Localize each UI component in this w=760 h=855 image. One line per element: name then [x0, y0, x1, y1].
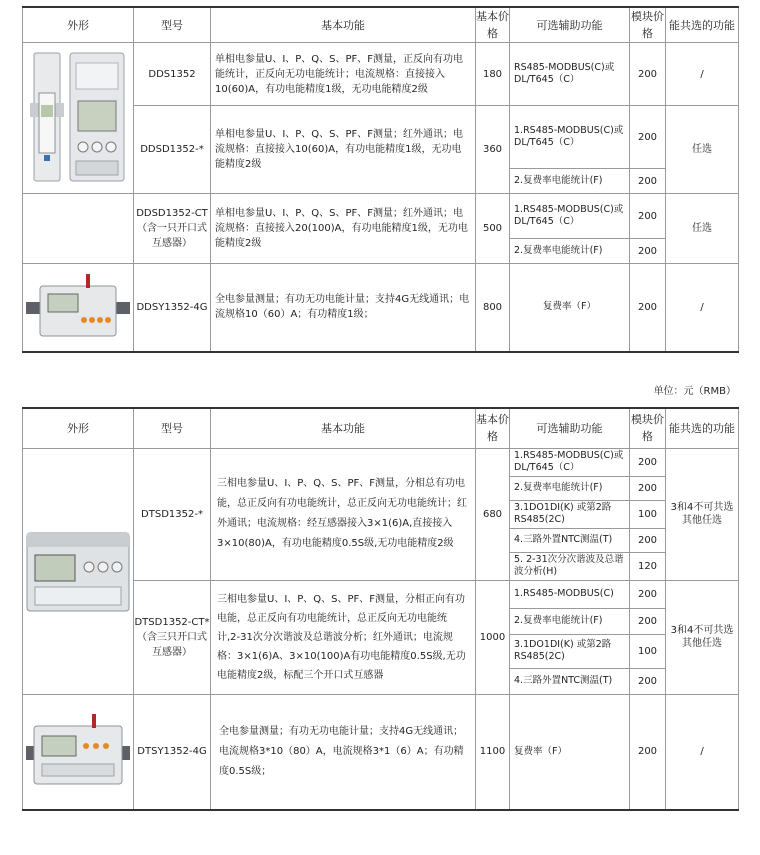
header-appearance: 外形 [23, 7, 134, 43]
model-ddsy1352-4g: DDSY1352-4G [134, 264, 211, 352]
function-dtsd1352-ct: 三相电参量U、I、P、Q、S、PF、F测量，分相正向有功电能，总正反向有功电能统计，总正反向无功电能统计,2-31次分次谐波及总谐波分析；红外通讯；电流规格：3×1(6)A、3×10(100)A有功电能精度0.5S级,无功电能精度2级，标配三个开口式互感器 [211, 580, 476, 694]
header-base-price: 基本价格 [476, 7, 510, 43]
module-price-dtsd1352-ct-4: 200 [630, 668, 666, 694]
shared-ddsd1352-ct: 任选 [666, 194, 739, 264]
option-dtsd1352-1: 1.RS485-MODBUS(C)或DL/T645（C） [510, 448, 630, 476]
module-price-ddsd1352-ct-1: 200 [630, 194, 666, 239]
model-dtsy1352-4g: DTSY1352-4G [134, 694, 211, 810]
module-price-dtsd1352-ct-2: 200 [630, 608, 666, 634]
module-price-dtsd1352-2: 200 [630, 476, 666, 500]
model-ddsd1352: DDSD1352-* [134, 106, 211, 194]
single-phase-meter-image [26, 43, 130, 193]
header2-module-price: 模块价格 [630, 408, 666, 448]
function-ddsd1352-ct: 单相电参量U、I、P、Q、S、PF、F测量；红外通讯；电流规格：直接接入20(100)A，有功电能精度1级，无功电能精度2级 [211, 194, 476, 264]
module-price-dtsd1352-5: 120 [630, 552, 666, 580]
module-price-dtsd1352-ct-3: 100 [630, 634, 666, 668]
module-price-dtsd1352-3: 100 [630, 500, 666, 528]
header2-shared: 能共选的功能 [666, 408, 739, 448]
module-price-dtsd1352-1: 200 [630, 448, 666, 476]
option-ddsd1352-ct-2: 2.复费率电能统计(F) [510, 239, 630, 264]
module-price-ddsy1352-4g-1: 200 [630, 264, 666, 352]
unit-note: 单位：元（RMB） [653, 386, 736, 397]
option-dtsd1352-2: 2.复费率电能统计(F) [510, 476, 630, 500]
price-dtsd1352-ct: 1000 [476, 580, 510, 694]
header-options: 可选辅助功能 [510, 7, 630, 43]
function-dtsy1352-4g: 全电参量测量；有功无功电能计量；支持4G无线通讯；电流规格3*10（80）A，电流规格3*1（6）A；有功精度0.5S级； [211, 694, 476, 810]
module-price-ddsd1352-2: 200 [630, 169, 666, 194]
header-shared: 能共选的功能 [666, 7, 739, 43]
image-placeholder-ct [23, 194, 134, 264]
option-ddsd1352-ct-1: 1.RS485-MODBUS(C)或DL/T645（C） [510, 194, 630, 239]
option-dtsd1352-3: 3.1DO1DI(K) 或第2路RS485(2C) [510, 500, 630, 528]
module-price-dtsd1352-ct-1: 200 [630, 580, 666, 608]
header-function: 基本功能 [211, 7, 476, 43]
price-ddsd1352-ct: 500 [476, 194, 510, 264]
header2-options: 可选辅助功能 [510, 408, 630, 448]
model-ddsd1352-ct: DDSD1352-CT（含一只开口式互感器） [134, 194, 211, 264]
header2-base-price: 基本价格 [476, 408, 510, 448]
header2-model: 型号 [134, 408, 211, 448]
product-image-ddsy1352-4g [23, 264, 134, 352]
product-image-three-phase [23, 448, 134, 694]
module-price-ddsd1352-ct-2: 200 [630, 239, 666, 264]
shared-ddsd1352: 任选 [666, 106, 739, 194]
three-phase-meter-image [25, 523, 131, 619]
option-dtsy1352-4g-1: 复费率（F） [510, 694, 630, 810]
header-module-price: 模块价格 [630, 7, 666, 43]
price-dtsd1352: 680 [476, 448, 510, 580]
function-dtsd1352: 三相电参量U、I、P、Q、S、PF、F测量，分相总有功电能，总正反向有功电能统计，总正反向无功电能统计；红外通讯；电流规格：经互感器接入3×1(6)A,直接接入3×10(80)A，有功电能精度0.5S级,无功电能精度2级 [211, 448, 476, 580]
module-price-dds1352-1: 200 [630, 43, 666, 106]
option-dtsd1352-ct-1: 1.RS485-MODBUS(C) [510, 580, 630, 608]
option-dds1352-1: RS485-MODBUS(C)或DL/T645（C） [510, 43, 630, 106]
model-dtsd1352: DTSD1352-* [134, 448, 211, 580]
module-price-ddsd1352-1: 200 [630, 106, 666, 169]
function-ddsd1352: 单相电参量U、I、P、Q、S、PF、F测量；红外通讯；电流规格：直接接入10(60)A，有功电能精度1级，无功电能精度2级 [211, 106, 476, 194]
price-ddsd1352: 360 [476, 106, 510, 194]
model-dds1352: DDS1352 [134, 43, 211, 106]
option-ddsy1352-4g-1: 复费率（F） [510, 264, 630, 352]
option-dtsd1352-5: 5. 2-31次分次谐波及总谐波分析(H) [510, 552, 630, 580]
shared-dtsd1352-ct: 3和4不可共选其他任选 [666, 580, 739, 694]
din-rail-4g-meter-image [26, 272, 130, 342]
header-model: 型号 [134, 7, 211, 43]
price-dds1352: 180 [476, 43, 510, 106]
price-dtsy1352-4g: 1100 [476, 694, 510, 810]
shared-dtsd1352: 3和4不可共选其他任选 [666, 448, 739, 580]
shared-dtsy1352-4g: / [666, 694, 739, 810]
option-dtsd1352-4: 4.三路外置NTC测温(T) [510, 528, 630, 552]
function-ddsy1352-4g: 全电参量测量；有功无功电能计量；支持4G无线通讯；电流规格10（60）A；有功精度1级； [211, 264, 476, 352]
product-image-single-phase-meters [23, 43, 134, 194]
shared-ddsy1352-4g: / [666, 264, 739, 352]
model-dtsd1352-ct: DTSD1352-CT*（含三只开口式互感器） [134, 580, 211, 694]
option-dtsd1352-ct-4: 4.三路外置NTC测温(T) [510, 668, 630, 694]
price-table-single-phase [22, 6, 739, 353]
module-price-dtsy1352-4g-1: 200 [630, 694, 666, 810]
price-ddsy1352-4g: 800 [476, 264, 510, 352]
price-table-three-phase [22, 407, 739, 811]
product-image-dtsy1352-4g [23, 694, 134, 810]
function-dds1352: 单相电参量U、I、P、Q、S、PF、F测量，正反向有功电能统计，正反向无功电能统计；电流规格：直接接入10(60)A，有功电能精度1级，无功电能精度2级 [211, 43, 476, 106]
option-dtsd1352-ct-3: 3.1DO1DI(K) 或第2路RS485(2C) [510, 634, 630, 668]
option-ddsd1352-1: 1.RS485-MODBUS(C)或DL/T645（C） [510, 106, 630, 169]
header2-appearance: 外形 [23, 408, 134, 448]
header2-function: 基本功能 [211, 408, 476, 448]
option-dtsd1352-ct-2: 2.复费率电能统计(F) [510, 608, 630, 634]
module-price-dtsd1352-4: 200 [630, 528, 666, 552]
din-rail-three-phase-4g-image [26, 712, 130, 792]
option-ddsd1352-2: 2.复费率电能统计(F) [510, 169, 630, 194]
shared-dds1352: / [666, 43, 739, 106]
